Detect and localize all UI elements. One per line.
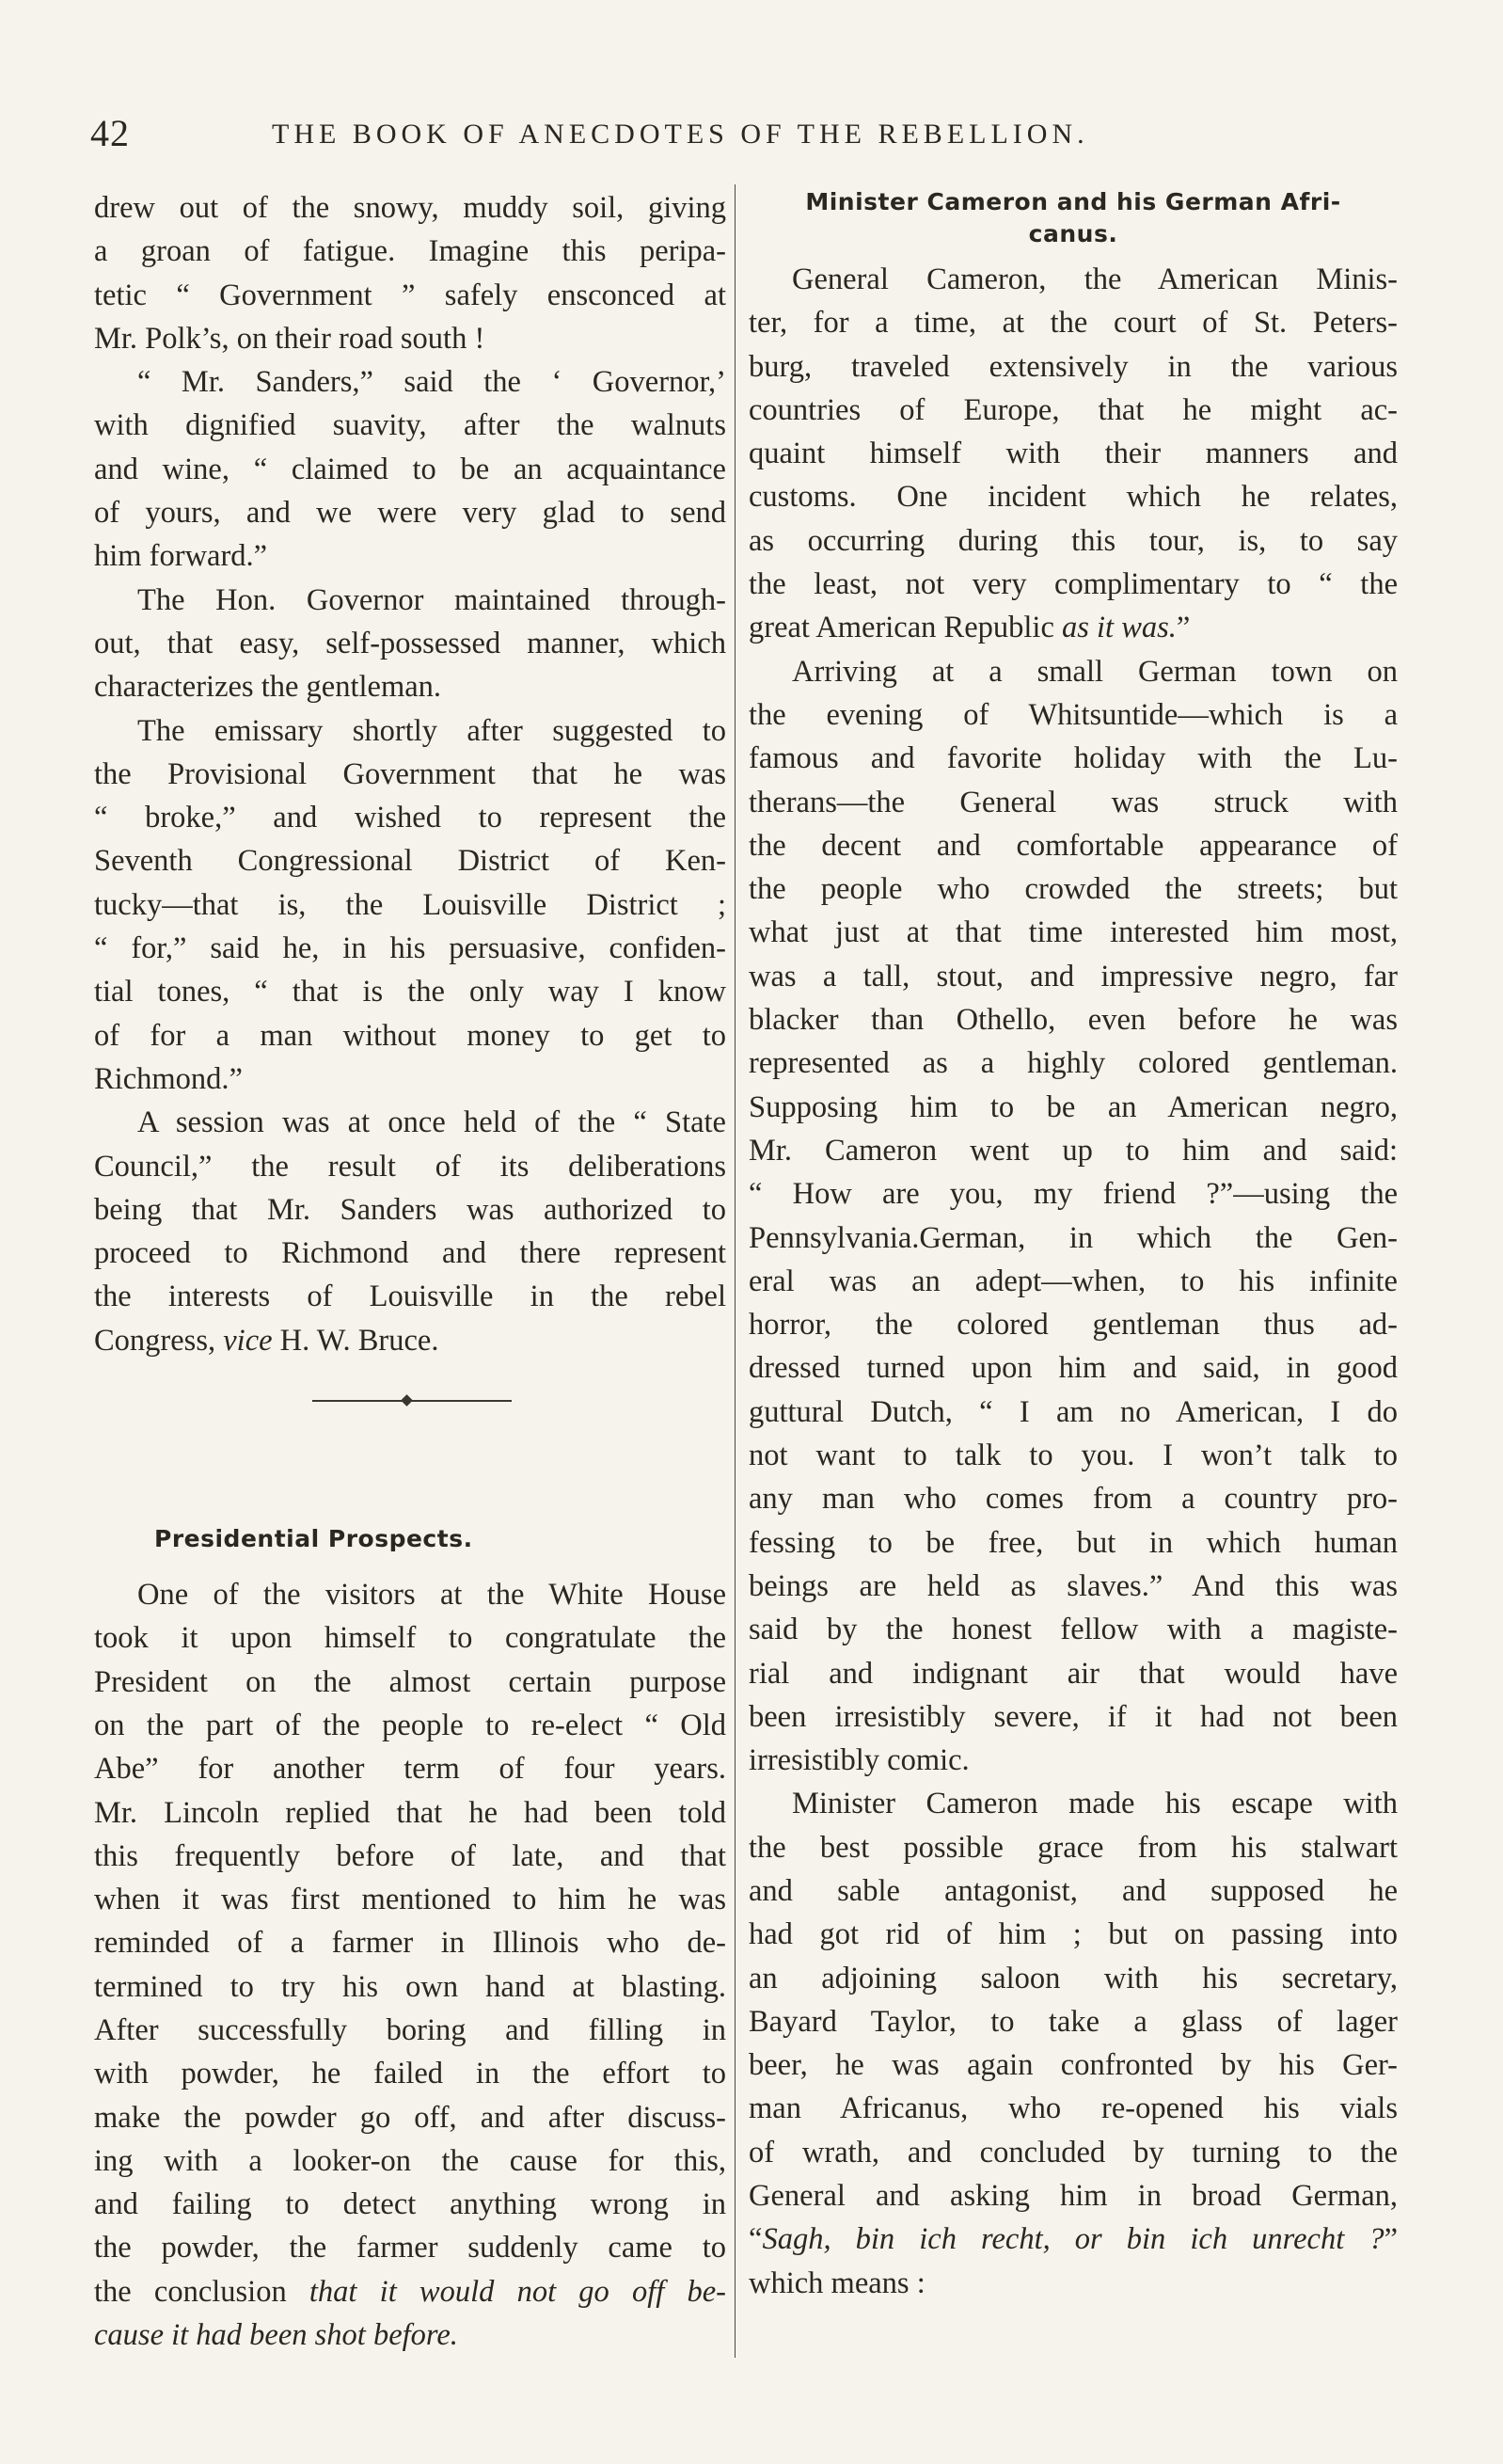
section-separator — [312, 1396, 512, 1406]
running-header — [90, 111, 1219, 167]
left-column — [94, 186, 726, 2357]
text-line: rial and indignant air that would have — [749, 1656, 1398, 1691]
text-line: being that Mr. Sanders was authorized to — [94, 1192, 726, 1227]
text-line: Mr. Polk’s, on their road south ! — [94, 321, 485, 356]
text-line: him forward.” — [94, 539, 268, 574]
text-line: the evening of Whitsuntide—which is a — [749, 697, 1398, 732]
text-line: tial tones, “ that is the only way I know — [94, 975, 726, 1009]
heading-line: Minister Cameron and his German Afri- — [805, 188, 1341, 215]
text-line: the least, not very complimentary to “ the — [749, 567, 1398, 602]
paragraph-left-4 — [94, 709, 726, 1102]
text-line: and sable antagonist, and supposed he — [749, 1873, 1398, 1908]
italic-text: cause it had been shot before. — [94, 2318, 458, 2353]
running-title: THE BOOK OF ANECDOTES OF THE REBELLION. — [272, 119, 1089, 150]
text-line: took it upon himself to congratulate the — [94, 1621, 726, 1656]
text-line: which means : — [749, 2265, 926, 2300]
text-line: been irresistibly severe, if it had not been — [749, 1699, 1398, 1734]
page-number: 42 — [90, 112, 130, 154]
text-line: of yours, and we were very glad to send — [94, 496, 726, 531]
text-line: characterizes the gentleman. — [94, 670, 442, 705]
text-line: any man who comes from a country pro- — [749, 1482, 1398, 1517]
text-line: eral was an adept—when, to his infinite — [749, 1264, 1398, 1298]
text-line: the interests of Louisville in the rebel — [94, 1280, 726, 1314]
section-spacer — [94, 1362, 726, 1520]
paragraph-left-3 — [94, 579, 726, 709]
text-line: as occurring during this tour, is, to say — [749, 523, 1398, 558]
italic-text: as it was. — [1062, 611, 1177, 645]
text-line: A session was at once held of the “ State — [137, 1105, 726, 1140]
text-line: when it was first mentioned to him he was — [94, 1883, 726, 1917]
text-line: irresistibly comic. — [749, 1743, 970, 1778]
text-run: great American Republic — [749, 611, 1062, 645]
text-line: reminded of a farmer in Illinois who de- — [94, 1926, 726, 1961]
text-line: a groan of fatigue. Imagine this peripa- — [94, 234, 726, 269]
text-line: One of the visitors at the White House — [137, 1578, 726, 1613]
text-line: Seventh Congressional District of Ken- — [94, 844, 726, 879]
text-line: what just at that time interested him most, — [749, 915, 1398, 950]
italic-text: Sagh, bin ich recht, or bin ich unrecht ? — [762, 2222, 1384, 2257]
text-line: The emissary shortly after suggested to — [137, 713, 726, 748]
heading-gap — [94, 1558, 726, 1573]
text-run: H. W. Bruce. — [272, 1323, 439, 1358]
text-line: the decent and comfortable appearance of — [749, 828, 1398, 863]
text-line — [94, 1319, 726, 1362]
text-line: ing with a looker-on the cause for this, — [94, 2143, 726, 2178]
text-line: The Hon. Governor maintained through- — [137, 582, 726, 617]
paragraph-left-1 — [94, 186, 726, 360]
text-line: and wine, “ claimed to be an acquaintance — [94, 452, 726, 486]
italic-text: vice — [223, 1323, 273, 1358]
text-line: of for a man without money to get to — [94, 1018, 726, 1053]
heading-line: canus. — [1028, 220, 1118, 247]
text-run: Congress, — [94, 1323, 224, 1358]
text-line: tucky—that is, the Louisville District ; — [94, 887, 726, 922]
text-line: guttural Dutch, “ I am no American, I do — [749, 1394, 1398, 1429]
text-line: was a tall, stout, and impressive negro, far — [749, 959, 1398, 994]
text-line: this frequently before of late, and that — [94, 1838, 726, 1873]
text-line: General and asking him in broad German, — [749, 2179, 1398, 2214]
text-line: burg, traveled extensively in the various — [749, 349, 1398, 384]
text-run: “ — [749, 2222, 763, 2257]
text-line: proceed to Richmond and there represent — [94, 1236, 726, 1271]
text-line: Richmond.” — [94, 1061, 243, 1096]
text-line: out, that easy, self-possessed manner, which — [94, 626, 726, 660]
paragraph-right-3 — [749, 1782, 1398, 2305]
text-line: fessing to be free, but in which human — [749, 1525, 1398, 1560]
text-line: quaint himself with their manners and — [749, 437, 1398, 471]
text-line — [749, 606, 1398, 649]
text-line: dressed turned upon him and said, in good — [749, 1351, 1398, 1386]
column-divider — [735, 184, 736, 2358]
text-line: drew out of the snowy, muddy soil, giving — [94, 191, 726, 225]
text-line: had got rid of him ; but on passing into — [749, 1917, 1398, 1952]
section-heading: Presidential Prospects. — [154, 1525, 473, 1553]
text-line: of wrath, and concluded by turning to the — [749, 2135, 1398, 2170]
text-line: Mr. Cameron went up to him and said: — [749, 1133, 1398, 1168]
text-line: said by the honest fellow with a magiste- — [749, 1613, 1398, 1647]
text-line: After successfully boring and filling in — [94, 2012, 726, 2047]
text-line: make the powder go off, and after discuss- — [94, 2100, 726, 2135]
text-line: not want to talk to you. I won’t talk to — [749, 1439, 1398, 1473]
text-line: with powder, he failed in the effort to — [94, 2057, 726, 2091]
text-line — [94, 2270, 726, 2313]
text-line: Pennsylvania.German, in which the Gen- — [749, 1220, 1398, 1255]
text-line: “ Mr. Sanders,” said the ‘ Governor,’ — [137, 365, 726, 400]
text-line: termined to try his own hand at blasting. — [94, 1969, 726, 2004]
text-line: “ for,” said he, in his persuasive, confiden- — [94, 931, 726, 966]
text-line: customs. One incident which he relates, — [749, 480, 1398, 515]
text-line: therans—the General was struck with — [749, 785, 1398, 819]
text-line: represented as a highly colored gentleman. — [749, 1046, 1398, 1081]
text-line: Abe” for another term of four years. — [94, 1752, 726, 1787]
paragraph-left-6 — [94, 1573, 726, 2357]
paragraph-left-5 — [94, 1101, 726, 1362]
text-line: beer, he was again confronted by his Ger- — [749, 2048, 1398, 2083]
text-line: Bayard Taylor, to take a glass of lager — [749, 2004, 1398, 2039]
text-line: the Provisional Government that he was — [94, 756, 726, 791]
text-line: Mr. Lincoln replied that he had been told — [94, 1795, 726, 1830]
text-line: on the part of the people to re-elect “ Old — [94, 1708, 726, 1742]
separator-diamond — [401, 1394, 413, 1407]
italic-text: that it would not go off be- — [309, 2274, 726, 2309]
text-line: horror, the colored gentleman thus ad- — [749, 1308, 1398, 1343]
paragraph-right-2 — [749, 650, 1398, 1783]
text-line — [94, 2313, 726, 2357]
text-line: “ broke,” and wished to represent the — [94, 801, 726, 835]
text-line: the people who crowded the streets; but — [749, 872, 1398, 907]
text-line: ter, for a time, at the court of St. Peters- — [749, 306, 1398, 341]
text-line: Supposing him to be an American negro, — [749, 1089, 1398, 1124]
text-line — [749, 2218, 1398, 2261]
text-line: Arriving at a small German town on — [792, 654, 1398, 689]
text-line: General Cameron, the American Minis- — [792, 262, 1398, 296]
text-line: and failing to detect anything wrong in — [94, 2187, 726, 2222]
paragraph-left-2 — [94, 360, 726, 578]
text-line: Council,” the result of its deliberations — [94, 1149, 726, 1184]
text-line: beings are held as slaves.” And this was — [749, 1568, 1398, 1603]
paragraph-right-1 — [749, 258, 1398, 650]
text-run: ” — [1176, 611, 1191, 645]
text-run: the conclusion — [94, 2274, 309, 2309]
text-line: President on the almost certain purpose — [94, 1664, 726, 1699]
article-heading — [749, 186, 1398, 250]
text-line: famous and favorite holiday with the Lu- — [749, 741, 1398, 776]
text-run: ” — [1384, 2222, 1398, 2257]
right-column — [749, 186, 1398, 2305]
text-line: man Africanus, who re-opened his vials — [749, 2091, 1398, 2126]
text-line: an adjoining saloon with his secretary, — [749, 1961, 1398, 1995]
text-line: with dignified suavity, after the walnuts — [94, 408, 726, 443]
text-line: blacker than Othello, even before he was — [749, 1003, 1398, 1038]
text-line: tetic “ Government ” safely ensconced at — [94, 278, 726, 312]
text-line: countries of Europe, that he might ac- — [749, 392, 1398, 427]
text-line: the powder, the farmer suddenly came to — [94, 2231, 726, 2265]
text-line: “ How are you, my friend ?”—using the — [749, 1177, 1398, 1212]
heading-gap — [749, 250, 1398, 258]
text-line: the best possible grace from his stalwart — [749, 1830, 1398, 1865]
text-line: Minister Cameron made his escape with — [792, 1787, 1398, 1821]
